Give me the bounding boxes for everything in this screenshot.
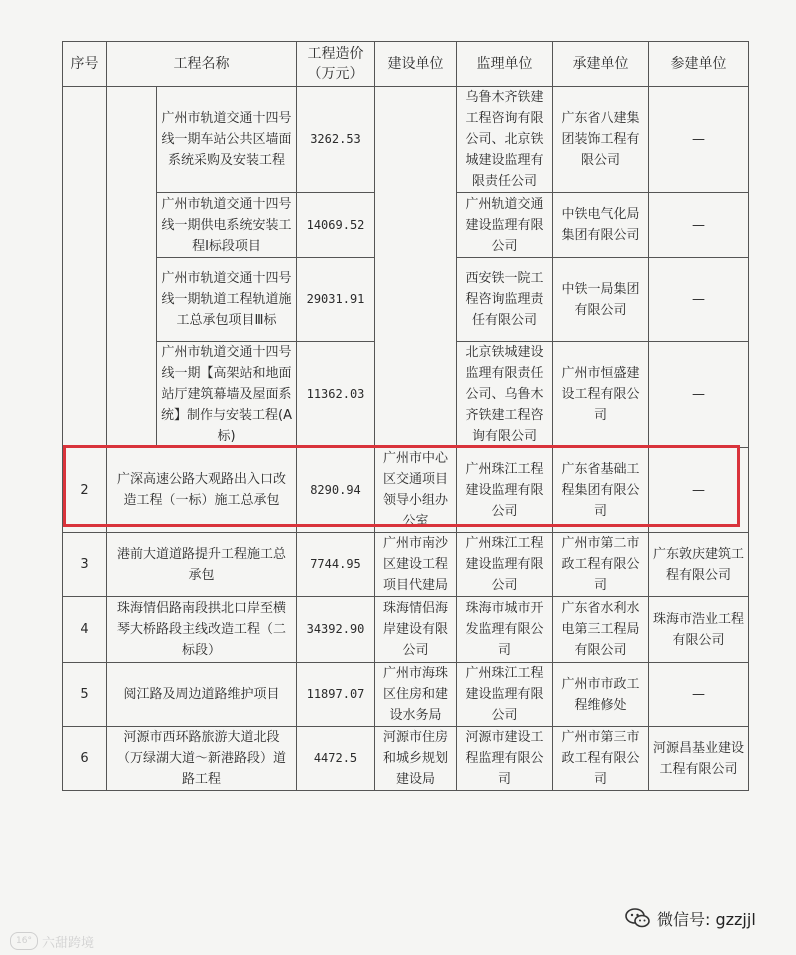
project-table xyxy=(62,41,749,791)
subproject-contractor: 广州市恒盛建设工程有限公司 xyxy=(553,342,649,448)
row-participant: — xyxy=(649,663,749,727)
brand-watermark xyxy=(10,930,94,952)
row-participant: 珠海市浩业工程有限公司 xyxy=(649,597,749,663)
group-owner-cell xyxy=(375,87,457,448)
header-index: 序号 xyxy=(63,42,107,87)
brand-logo-icon: 16° xyxy=(10,932,38,950)
row-participant: — xyxy=(649,448,749,533)
header-project-name: 工程名称 xyxy=(107,42,297,87)
row-project-name: 河源市西环路旅游大道北段（万绿湖大道～新港路段）道路工程 xyxy=(107,727,297,791)
subproject-cost: 14069.52 xyxy=(297,193,375,258)
table-row xyxy=(63,663,749,727)
row-supervisor: 珠海市城市开发监理有限公司 xyxy=(457,597,553,663)
row-supervisor: 广州珠江工程建设监理有限公司 xyxy=(457,663,553,727)
row-cost: 11897.07 xyxy=(297,663,375,727)
subproject-participant: — xyxy=(649,342,749,448)
row-contractor: 广州市第三市政工程有限公司 xyxy=(553,727,649,791)
row-owner: 河源市住房和城乡规划建设局 xyxy=(375,727,457,791)
subproject-supervisor: 北京铁城建设监理有限责任公司、乌鲁木齐铁建工程咨询有限公司 xyxy=(457,342,553,448)
group-name-cell xyxy=(107,87,157,448)
row-owner: 珠海情侣海岸建设有限公司 xyxy=(375,597,457,663)
subproject-cost: 11362.03 xyxy=(297,342,375,448)
subproject-contractor: 中铁一局集团有限公司 xyxy=(553,258,649,342)
subproject-participant: — xyxy=(649,258,749,342)
row-contractor: 广东省水利水电第三工程局有限公司 xyxy=(553,597,649,663)
header-contractor: 承建单位 xyxy=(553,42,649,87)
row-project-name: 阅江路及周边道路维护项目 xyxy=(107,663,297,727)
row-project-name: 广深高速公路大观路出入口改造工程（一标）施工总承包 xyxy=(107,448,297,533)
row-index: 6 xyxy=(63,727,107,791)
wechat-id: 微信号: gzzjjl xyxy=(657,909,756,929)
row-contractor: 广东省基础工程集团有限公司 xyxy=(553,448,649,533)
subproject-name: 广州市轨道交通十四号线一期供电系统安装工程Ⅰ标段项目 xyxy=(157,193,297,258)
row-supervisor: 河源市建设工程监理有限公司 xyxy=(457,727,553,791)
subproject-cost: 29031.91 xyxy=(297,258,375,342)
table-row xyxy=(63,533,749,597)
row-cost: 34392.90 xyxy=(297,597,375,663)
brand-name: 六甜跨境 xyxy=(42,935,95,951)
row-index: 3 xyxy=(63,533,107,597)
row-cost: 4472.5 xyxy=(297,727,375,791)
row-owner: 广州市南沙区建设工程项目代建局 xyxy=(375,533,457,597)
row-participant: 广东敦庆建筑工程有限公司 xyxy=(649,533,749,597)
table-row xyxy=(63,727,749,791)
header-supervisor: 监理单位 xyxy=(457,42,553,87)
row-cost: 8290.94 xyxy=(297,448,375,533)
subproject-cost: 3262.53 xyxy=(297,87,375,193)
table-row xyxy=(63,597,749,663)
group-index-cell xyxy=(63,87,107,448)
subproject-name: 广州市轨道交通十四号线一期【高架站和地面站厅建筑幕墙及屋面系统】制作与安装工程(A标) xyxy=(157,342,297,448)
row-contractor: 广州市第二市政工程有限公司 xyxy=(553,533,649,597)
subproject-supervisor: 广州轨道交通建设监理有限公司 xyxy=(457,193,553,258)
subproject-supervisor: 西安铁一院工程咨询监理责任有限公司 xyxy=(457,258,553,342)
row-project-name: 珠海情侣路南段拱北口岸至横琴大桥路段主线改造工程（二标段） xyxy=(107,597,297,663)
subproject-participant: — xyxy=(649,87,749,193)
row-index: 4 xyxy=(63,597,107,663)
wechat-watermark xyxy=(625,905,756,931)
subproject-participant: — xyxy=(649,193,749,258)
row-owner: 广州市中心区交通项目领导小组办公室 xyxy=(375,448,457,533)
row-contractor: 广州市市政工程维修处 xyxy=(553,663,649,727)
highlight-box xyxy=(63,445,740,527)
row-supervisor: 广州珠江工程建设监理有限公司 xyxy=(457,533,553,597)
table-header-row xyxy=(63,42,749,87)
header-cost: 工程造价 （万元） xyxy=(297,42,375,87)
row-index: 2 xyxy=(63,448,107,533)
subproject-name: 广州市轨道交通十四号线一期轨道工程轨道施工总承包项目Ⅲ标 xyxy=(157,258,297,342)
wechat-icon xyxy=(625,907,651,929)
row-supervisor: 广州珠江工程建设监理有限公司 xyxy=(457,448,553,533)
subproject-contractor: 中铁电气化局集团有限公司 xyxy=(553,193,649,258)
row-index: 5 xyxy=(63,663,107,727)
row-participant: 河源昌基业建设工程有限公司 xyxy=(649,727,749,791)
subproject-supervisor: 乌鲁木齐铁建工程咨询有限公司、北京铁城建设监理有限责任公司 xyxy=(457,87,553,193)
table-row xyxy=(63,87,749,193)
row-cost: 7744.95 xyxy=(297,533,375,597)
subproject-name: 广州市轨道交通十四号线一期车站公共区墙面系统采购及安装工程 xyxy=(157,87,297,193)
subproject-contractor: 广东省八建集团装饰工程有限公司 xyxy=(553,87,649,193)
row-project-name: 港前大道道路提升工程施工总承包 xyxy=(107,533,297,597)
row-owner: 广州市海珠区住房和建设水务局 xyxy=(375,663,457,727)
header-participant: 参建单位 xyxy=(649,42,749,87)
header-owner: 建设单位 xyxy=(375,42,457,87)
